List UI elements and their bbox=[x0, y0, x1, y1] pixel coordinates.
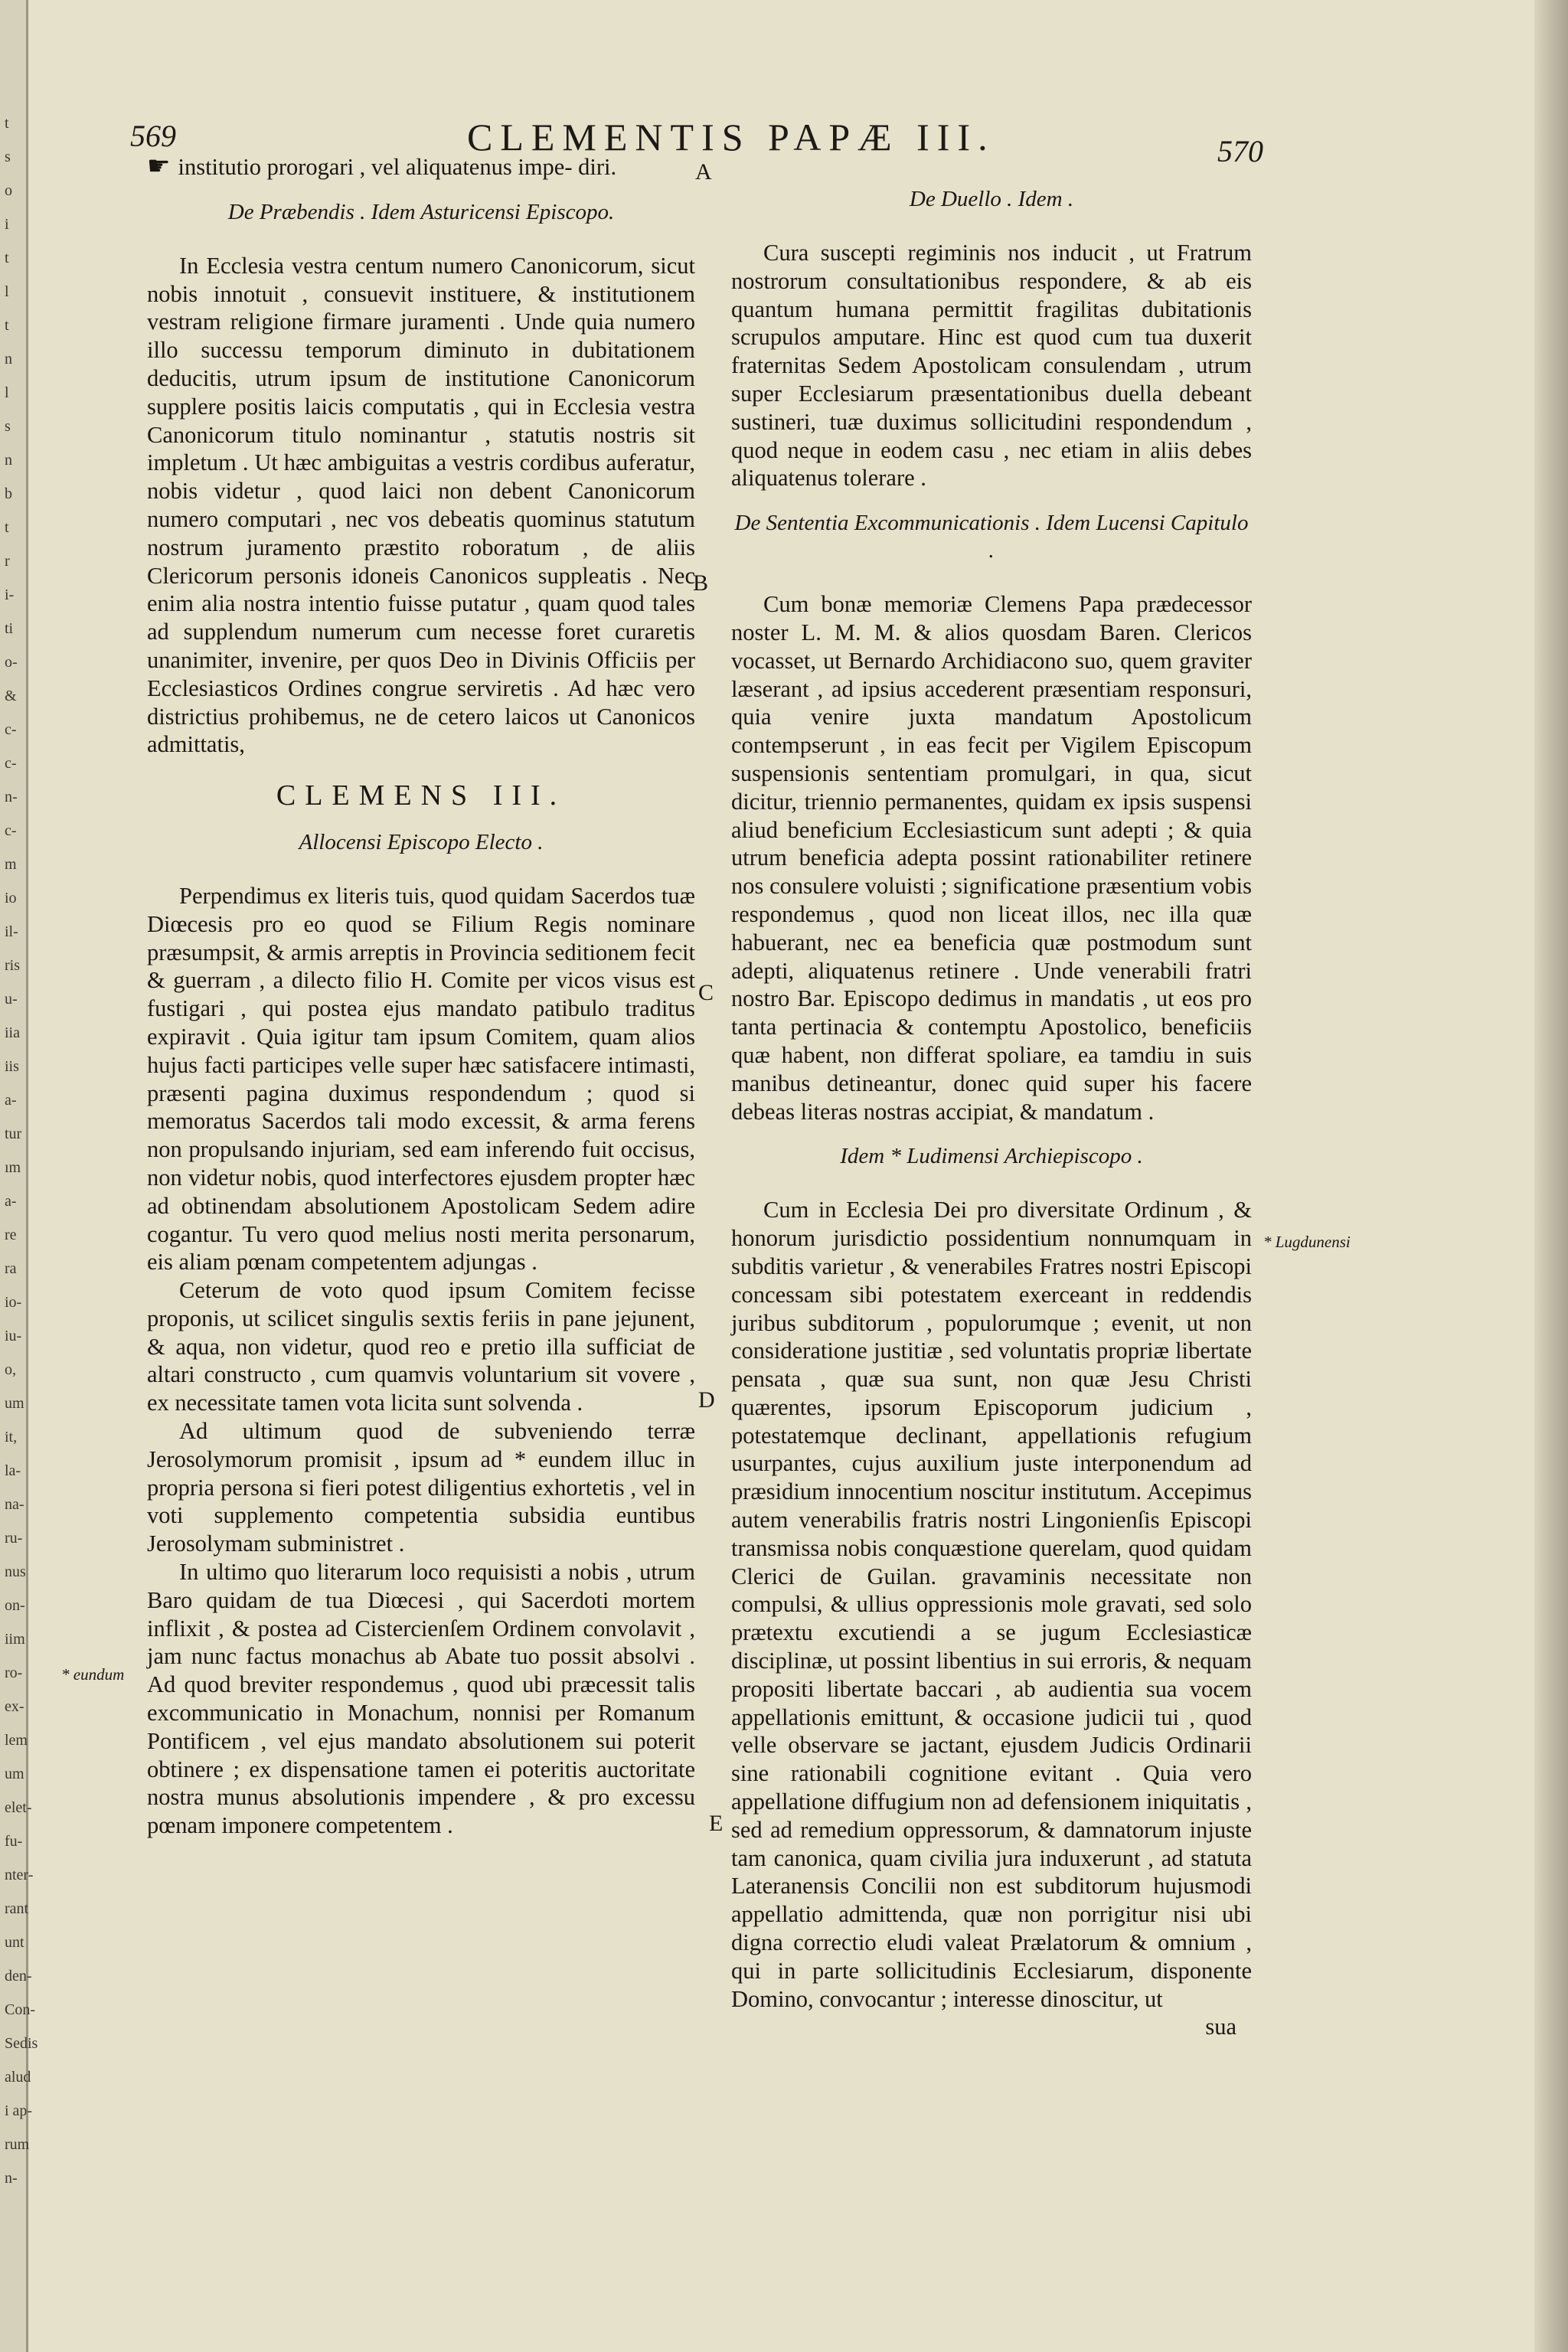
catchword: sua bbox=[1205, 2014, 1236, 2040]
right-column bbox=[731, 178, 1252, 2041]
previous-page-fragment: i- bbox=[5, 586, 15, 603]
previous-page-fragment: iim bbox=[5, 1631, 25, 1648]
paragraph-in-ultimo: In ultimo quo literarum loco requisisti a nobis , utrum Baro quidam de tua Diœcesi , qui Sacerdoti mortem inflixit , & postea ad Cistercienſem Ordinem convolavit , jam nunc factus monachus ab Abate tuo possit absolvi . Ad quod breviter respondemus , quod ubi præcessit talis excommunicatio in Monachum, nonnisi per Romanum Pontificem , vel ejus mandato absolutionem sui poterit obtinere ; ex dispensatione tamen ei poteritis auctoritate nostra munus absolutionis impendere , & pro excessu pœnam imponere competentem . bbox=[147, 1559, 695, 1839]
previous-page-fragment: re bbox=[5, 1227, 17, 1243]
previous-page-fragment: a- bbox=[5, 1092, 17, 1109]
previous-page-fragment: t bbox=[5, 317, 9, 334]
heading-clemens-iii: CLEMENS III. bbox=[276, 779, 567, 812]
previous-page-fragment: i ap- bbox=[5, 2102, 33, 2119]
previous-page-fragment: Con- bbox=[5, 2001, 35, 2018]
previous-page-fragment: alud bbox=[5, 2069, 31, 2086]
previous-page-fragment: fu- bbox=[5, 1833, 23, 1850]
previous-page-fragment: o bbox=[5, 182, 12, 199]
margin-letter-e: E bbox=[709, 1811, 724, 1836]
previous-page-fragment: io- bbox=[5, 1294, 22, 1311]
previous-page-fragment: iia bbox=[5, 1024, 20, 1041]
page-number-right: 570 bbox=[1217, 134, 1263, 168]
left-column bbox=[147, 153, 695, 1840]
previous-page-fragment: lem bbox=[5, 1732, 28, 1749]
previous-page-fragment: ro- bbox=[5, 1664, 23, 1681]
pointing-hand-icon: ☛ bbox=[147, 152, 171, 181]
previous-page-fragment: c- bbox=[5, 822, 17, 839]
heading-idem-ludimensi: Idem * Ludimensi Archiepiscopo . bbox=[840, 1144, 1143, 1169]
previous-page-fragment: n- bbox=[5, 789, 18, 805]
previous-page-fragment: o- bbox=[5, 654, 18, 671]
previous-page-fragment: a- bbox=[5, 1193, 17, 1210]
binding-shadow bbox=[1534, 0, 1568, 2352]
previous-page-fragment: elet- bbox=[5, 1799, 32, 1816]
previous-page-fragment: m bbox=[5, 856, 17, 873]
previous-page-fragment: o, bbox=[5, 1361, 16, 1378]
previous-page-fragment: ru- bbox=[5, 1530, 23, 1547]
previous-page-fragment: i bbox=[5, 216, 9, 233]
previous-page-fragment: & bbox=[5, 688, 17, 704]
previous-page-fragment: ti bbox=[5, 620, 14, 637]
previous-page-fragment: r bbox=[5, 553, 10, 570]
heading-allocensi: Allocensi Episcopo Electo . bbox=[299, 829, 544, 854]
previous-page-fragment: c- bbox=[5, 755, 17, 772]
previous-page-fragment: tur bbox=[5, 1125, 22, 1142]
previous-page-fragment: nter- bbox=[5, 1867, 34, 1883]
previous-page-fragment: ım bbox=[5, 1159, 21, 1176]
previous-page-fragment: ex- bbox=[5, 1698, 24, 1715]
heading-de-praebendis: De Præbendis . Idem Asturicensi Episcopo. bbox=[227, 199, 615, 224]
previous-page-fragment: t bbox=[5, 250, 9, 266]
previous-page-fragment: rant bbox=[5, 1900, 29, 1917]
margin-letter-a: A bbox=[695, 159, 712, 185]
previous-page-fragment: n bbox=[5, 452, 12, 469]
side-note-eundum: * eundum bbox=[61, 1665, 125, 1684]
previous-page-fragment: um bbox=[5, 1395, 24, 1412]
previous-page-fragment: ra bbox=[5, 1260, 17, 1277]
paragraph-cum-in-ecclesia: Cum in Ecclesia Dei pro diversitate Ordinum , & honorum jurisdictio possidentium nonnumquam in subditis varietur , & venerabiles Fratres nostri Episcopi concessam sibi potestatem exerceant in reddendis juribus subditorum , populorumque ; evenit, ut non consideratione justitiæ , sed voluntatis propriæ libertate pensata , quæ sua sunt, non quæ Jesu Christi quærentes, ipsorum Episcoporum judicium , potestatemque declinant, appellationis refugium usurpantes, cujus auxilium juste interponendum ad præsidium innocentium noscitur institutum. Accepimus autem venerabilis fratris nostri Lingonienſis Episcopi transmissa nobis conquæstione querelam, quod quidam Clerici de Guilan. gravaminis necessitate non compulsi, & ullius oppressionis mole gravati, sed solo prætextu excutiendi a se jugum Ecclesiasticæ disciplinæ, ut possint libentius in sui erroris, & nequam propositi libertate baccari , ab audientia sua vocem appellationis emittunt, & occasione judicii tui , quod velle observare se jactant, ejusdem Judicis Ordinarii sine rationabili cognitione evitant . Quia vero appellatione diffugium non ad defensionem iniquitatis , sed ad remedium oppressorum, & damnatorum injuste tam canonica, quam civilia jura induxerunt , ad statuta Lateranensis Concilii non est subditorum hujusmodi appellatio admittenda, quæ non porrigitur nisi ubi digna correctio eludi valeat Prælatorum & omnium , qui in parte sollicitudinis Ecclesiarum, disponente Domino, convocantur ; interesse dinoscitur, ut bbox=[731, 1197, 1252, 2012]
paragraph-cura-suscepti: Cura suscepti regiminis nos inducit , ut Fratrum nostrorum consultationibus respondere, & ab eis quantum humana permittit fragilitas dubitationis scrupulos amputare. Hinc est quod cum tua duxerit fraternitas Sedem Apostolicam consulendam , utrum super Ecclesiarum præsentationibus duella debeant sustineri, tuæ duximus sollicitudini respondendum , quod neque in eodem casu , nec etiam in aliis debes aliquatenus tolerare . bbox=[731, 240, 1252, 492]
previous-page-fragment: it, bbox=[5, 1429, 18, 1446]
previous-page-fragment: b bbox=[5, 485, 12, 502]
opening-fragment: ☛ institutio prorogari , vel aliquatenus impe- diri. bbox=[147, 152, 617, 181]
previous-page-fragment: io bbox=[5, 890, 17, 906]
previous-page-fragment: um bbox=[5, 1766, 24, 1782]
paragraph-perpendimus: Perpendimus ex literis tuis, quod quidam Sacerdos tuæ Diœcesis pro eo quod se Filium Regis nominare præsumpsit, & armis arreptis in Provincia seditionem fecit & guerram , a dilecto filio H. Comite per vicos visus est fustigari , qui postea ejus mandato patibulo traditus expiravit . Quia igitur tam ipsum Comitem, quam alios hujus facti participes velle super hæc satisfacere intimasti, præsenti pagina duximus respondendum ; quod si memoratus Sacerdos tali modo excessit, & arma ferens non propulsando injuriam, sed eam inferendo fuit occisus, non videtur nobis, quod interfectores ejusdem propter hæc ad obtinendam absolutionem Apostolicam Sedem adire cogantur. Tu vero quod melius nosti merita personarum, eis aliam pœnam competentem adjungas . bbox=[147, 882, 695, 1276]
page-number-left: 569 bbox=[130, 119, 176, 153]
previous-page-fragment: iis bbox=[5, 1058, 19, 1075]
previous-page-fragment: na- bbox=[5, 1496, 24, 1513]
margin-letter-d: D bbox=[698, 1387, 715, 1413]
paragraph-ceterum: Ceterum de voto quod ipsum Comitem fecisse proponis, ut scilicet singulis sextis feriis in pane jejunent, & aqua, non videtur, quod reo e pretio illa sufficiat de altari constructo , cum quamvis voluntarium sit vovere , ex necessitate tamen vota licita sunt solvenda . bbox=[147, 1277, 695, 1416]
heading-de-sententia: De Sententia Excommunicationis . Idem Lucensi Capitulo . bbox=[734, 511, 1249, 564]
previous-page-fragment: n bbox=[5, 351, 12, 368]
previous-page-fragment: s bbox=[5, 418, 11, 435]
previous-page-fragment: nus bbox=[5, 1563, 26, 1580]
previous-page-fragment: den- bbox=[5, 1968, 32, 1984]
previous-page-edge bbox=[0, 0, 38, 2352]
heading-de-duello: De Duello . Idem . bbox=[909, 187, 1074, 211]
previous-page-fragment: iu- bbox=[5, 1328, 22, 1344]
previous-page-fragment: u- bbox=[5, 991, 18, 1008]
previous-page-fragment: il- bbox=[5, 923, 18, 940]
previous-page-fragment: la- bbox=[5, 1462, 21, 1479]
previous-page-fragment: Sedis bbox=[5, 2035, 38, 2052]
previous-page-fragment: t bbox=[5, 519, 9, 536]
previous-page-fragment: ris bbox=[5, 957, 20, 974]
previous-page-fragment: l bbox=[5, 283, 9, 300]
previous-page-fragment: l bbox=[5, 384, 9, 401]
previous-page-fragment: on- bbox=[5, 1597, 25, 1614]
previous-page-fragment: rum bbox=[5, 2136, 30, 2153]
previous-page-fragment: c- bbox=[5, 721, 17, 738]
paragraph-ad-ultimum: Ad ultimum quod de subveniendo terræ Jerosolymorum promisit , ipsum ad * eundem illuc in propria persona si fieri potest diligentius exhortetis , vel in voti supplemento competentia subsidia euntibus Jerosolymam subministret . bbox=[147, 1418, 695, 1557]
margin-letter-b: B bbox=[693, 570, 709, 596]
previous-page-fragment: s bbox=[5, 149, 11, 165]
previous-page-fragment: unt bbox=[5, 1934, 24, 1951]
side-note-lugdunensi: * Lugdunensi bbox=[1263, 1233, 1351, 1251]
running-title: CLEMENTIS PAPÆ III. bbox=[467, 116, 995, 158]
margin-letter-c: C bbox=[698, 980, 714, 1005]
previous-page-fragment: n- bbox=[5, 2170, 18, 2187]
paragraph-cum-bonae: Cum bonæ memoriæ Clemens Papa prædecessor noster L. M. M. & alios quosdam Baren. Clericos vocasset, ut Bernardo Archidiacono suo, quem graviter læserant , ad ipsius accederent præsentiam responsuri, quia venire juxta mandatum Apostolicum contempserunt , in eas fecit per Vigilem Episcopum suspensionis sententiam promulgari, in qua, sicut dicitur, triennio permanentes, quidam ex ipsis suspensi aliud beneficium Ecclesiasticum sunt adepti ; & quia utrum beneficia adepta possint rationabiliter retinere nos consulere voluisti ; significatione præsentium vobis respondemus , quod non liceat illos, nec illa quæ habuerant, nec ea beneficia quæ postmodum sunt adepti, aliquatenus retinere . Unde venerabili fratri nostro Bar. Episcopo dedimus in mandatis , ut eos pro tanta pertinacia & contemptu Apostolico, beneficiis quæ habent, non differat spoliare, ea tamdiu in suis manibus detineantur, donec quid super his facere debeas literas nostras accipiat, & mandatum . bbox=[731, 591, 1252, 1125]
previous-page-fragment: t bbox=[5, 115, 9, 132]
paragraph-praebendis: In Ecclesia vestra centum numero Canonicorum, sicut nobis innotuit , consuevit instituere, & institutionem vestram religione firmare juramenti . Unde quia numero illo successu temporum diminuto in dubitationem deducitis, utrum ipsum de institutione Canonicorum supplere positis laicis computatis , qui in Ecclesia vestra Canonicorum titulo nominantur , statutis nostris sit impletum . Ut hæc ambiguitas a vestris cordibus auferatur, nobis videtur , quod laici non debent Canonicorum numero computari , nec vos debeatis quominus statutum nostrum juramento præstito roboratum , de aliis Clericorum personis idoneis Canonicos suppleatis . Nec enim alia nostra intentio fuisse putatur , quam quod tales ad supplendum numerum cum necesse foret curaretis unanimiter, invenire, per quos Deo in Divinis Officiis per Ecclesiasticos Ordines congrue serviretis . Ad hæc vero districtius prohibemus, ne de cetero laicos ut Canonicos admittatis, bbox=[147, 252, 695, 758]
